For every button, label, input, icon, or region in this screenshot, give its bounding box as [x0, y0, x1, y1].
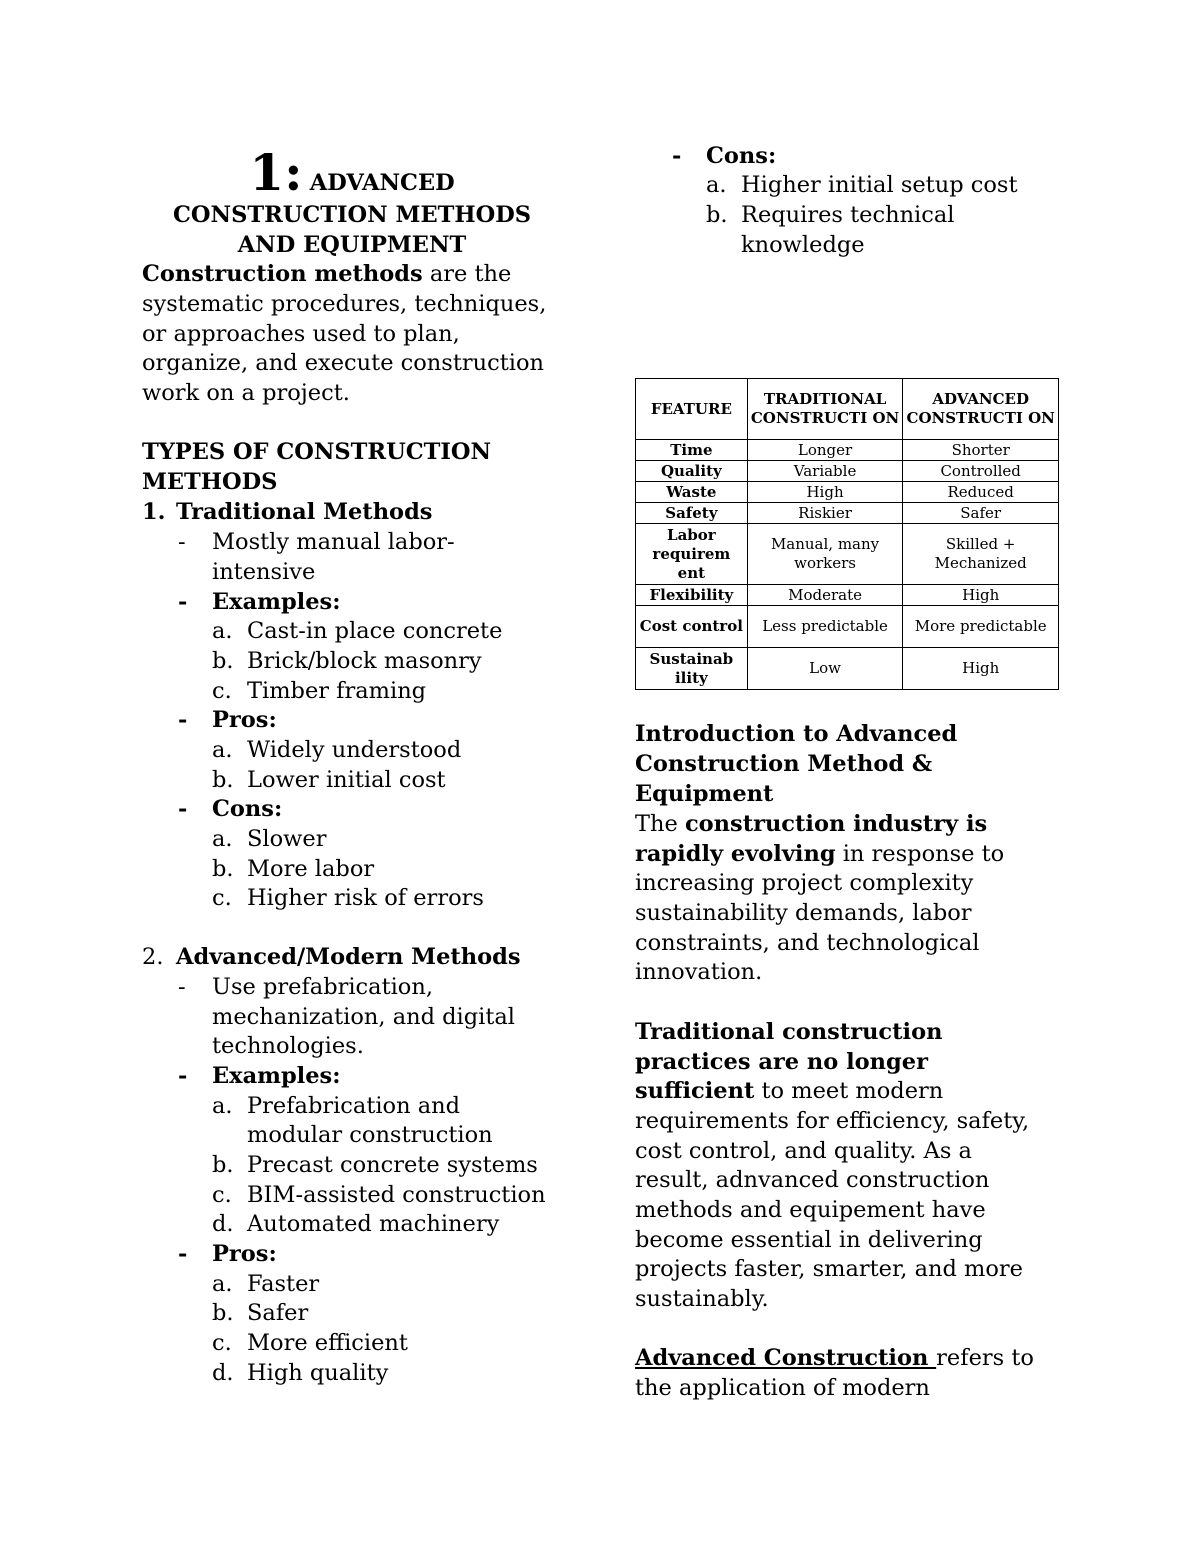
table-cell: Low — [747, 648, 903, 690]
traditional-cons-label: Cons: — [212, 796, 283, 822]
table-header-cell: TRADITIONAL CONSTRUCTI ON — [747, 379, 903, 440]
title-line-2: CONSTRUCTION METHODS — [173, 202, 531, 228]
table-cell: Flexibility — [636, 585, 748, 606]
types-heading-1: TYPES OF CONSTRUCTION — [142, 439, 492, 465]
introduction-heading: Introduction to Advanced — [635, 721, 958, 747]
intro-term: Construction methods — [142, 261, 423, 287]
table-row — [636, 524, 1059, 585]
list-item: Timber framing — [247, 678, 427, 704]
advanced-number: 2. — [142, 944, 164, 970]
list-item: Higher risk of errors — [247, 885, 484, 911]
table-cell: Reduced — [903, 482, 1059, 503]
list-item: Widely understood — [247, 737, 462, 763]
table-cell: Less predictable — [747, 606, 903, 648]
table-cell: Shorter — [903, 440, 1059, 461]
advanced-pros-label: Pros: — [212, 1241, 277, 1267]
table-row — [636, 482, 1059, 503]
advanced-examples-label: Examples: — [212, 1063, 341, 1089]
traditional-title: Traditional Methods — [176, 499, 433, 525]
table-cell: Sustainab ility — [636, 648, 748, 690]
list-item: Brick/block masonry — [247, 648, 482, 674]
advanced-title: Advanced/Modern Methods — [176, 944, 521, 970]
table-header-row — [636, 379, 1059, 440]
table-cell: Variable — [747, 461, 903, 482]
types-heading-2: METHODS — [142, 469, 278, 495]
traditional-examples-label: Examples: — [212, 589, 341, 615]
table-cell: Labor requirem ent — [636, 524, 748, 585]
table-header-cell: FEATURE — [636, 379, 748, 440]
table-cell: Controlled — [903, 461, 1059, 482]
list-item: Prefabrication and — [247, 1093, 461, 1119]
table-row — [636, 606, 1059, 648]
list-item: Safer — [247, 1300, 309, 1326]
list-item: BIM-assisted construction — [247, 1182, 546, 1208]
table-cell: Cost control — [636, 606, 748, 648]
advanced-cons-label: Cons: — [706, 143, 777, 169]
list-item: Cast-in place concrete — [247, 618, 503, 644]
traditional-number: 1. — [142, 499, 166, 525]
table-row — [636, 503, 1059, 524]
table-cell: Manual, many workers — [747, 524, 903, 585]
advanced-construction-term: Advanced Construction — [635, 1345, 937, 1371]
table-cell: More predictable — [903, 606, 1059, 648]
table-cell: Moderate — [747, 585, 903, 606]
table-header-cell: ADVANCED CONSTRUCTI ON — [903, 379, 1059, 440]
table-row — [636, 648, 1059, 690]
title-line-3: AND EQUIPMENT — [237, 232, 467, 258]
title-number: 1: — [249, 143, 303, 202]
table-cell: Safety — [636, 503, 748, 524]
table-cell: Longer — [747, 440, 903, 461]
list-item: Precast concrete systems — [247, 1152, 538, 1178]
list-item: Lower initial cost — [247, 767, 446, 793]
title-line-1: ADVANCED — [309, 170, 455, 196]
list-item: Requires technical — [741, 202, 955, 228]
table-cell: High — [903, 648, 1059, 690]
table-cell: Quality — [636, 461, 748, 482]
table-cell: Time — [636, 440, 748, 461]
list-item: Slower — [247, 826, 327, 852]
dash-marker: - — [178, 529, 186, 555]
table-cell: Skilled + Mechanized — [903, 524, 1059, 585]
table-cell: Waste — [636, 482, 748, 503]
table-cell: Riskier — [747, 503, 903, 524]
list-item: High quality — [247, 1360, 389, 1386]
table-row — [636, 585, 1059, 606]
table-cell: Safer — [903, 503, 1059, 524]
list-item: Higher initial setup cost — [741, 172, 1018, 198]
table-row — [636, 440, 1059, 461]
traditional-pros-label: Pros: — [212, 707, 277, 733]
table-cell: High — [903, 585, 1059, 606]
list-item: More efficient — [247, 1330, 408, 1356]
comparison-table — [635, 378, 1059, 690]
table-row — [636, 461, 1059, 482]
table-cell: High — [747, 482, 903, 503]
list-item: Faster — [247, 1271, 320, 1297]
list-item: Automated machinery — [247, 1211, 500, 1237]
list-item: More labor — [247, 856, 375, 882]
